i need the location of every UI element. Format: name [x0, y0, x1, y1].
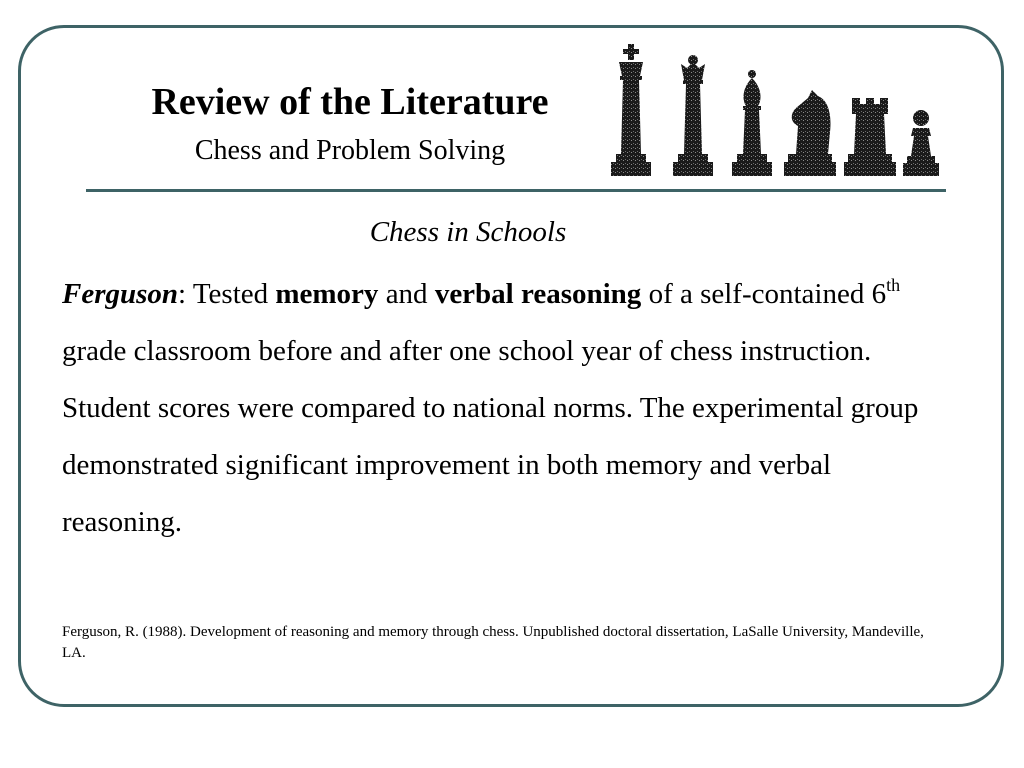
body-text-2: and	[378, 278, 435, 310]
chess-pieces-image	[604, 42, 944, 180]
author-colon: :	[178, 278, 193, 310]
chess-bishop-icon	[732, 70, 772, 176]
author-name: Ferguson	[62, 278, 179, 310]
title-divider	[86, 189, 946, 192]
body-text-3: of a self-contained 6	[641, 278, 887, 310]
body-text-4: grade classroom before and after one school year of chess instruction. Student scores were compared to national norms. The experimental group demonstrated significant improvement in both memory and verbal reasoning.	[62, 335, 919, 538]
chess-king-icon	[611, 44, 651, 176]
body-paragraph	[62, 266, 942, 551]
chess-rook-icon	[844, 98, 896, 176]
slide-subtitle: Chess and Problem Solving	[194, 135, 506, 166]
keyword-verbal-reasoning: verbal reasoning	[434, 278, 642, 310]
chess-queen-icon	[673, 55, 713, 176]
chess-pawn-icon	[903, 110, 939, 176]
slide-title: Review of the Literature	[151, 81, 549, 123]
citation-reference: Ferguson, R. (1988). Development of reasoning and memory through chess. Unpublished doctoral dissertation, LaSalle University, Mandeville, LA.	[62, 624, 924, 661]
keyword-memory: memory	[275, 278, 379, 310]
section-heading: Chess in Schools	[369, 216, 567, 248]
body-text-1: Tested	[192, 278, 276, 310]
ordinal-superscript: th	[886, 275, 901, 295]
chess-knight-icon	[784, 90, 836, 176]
